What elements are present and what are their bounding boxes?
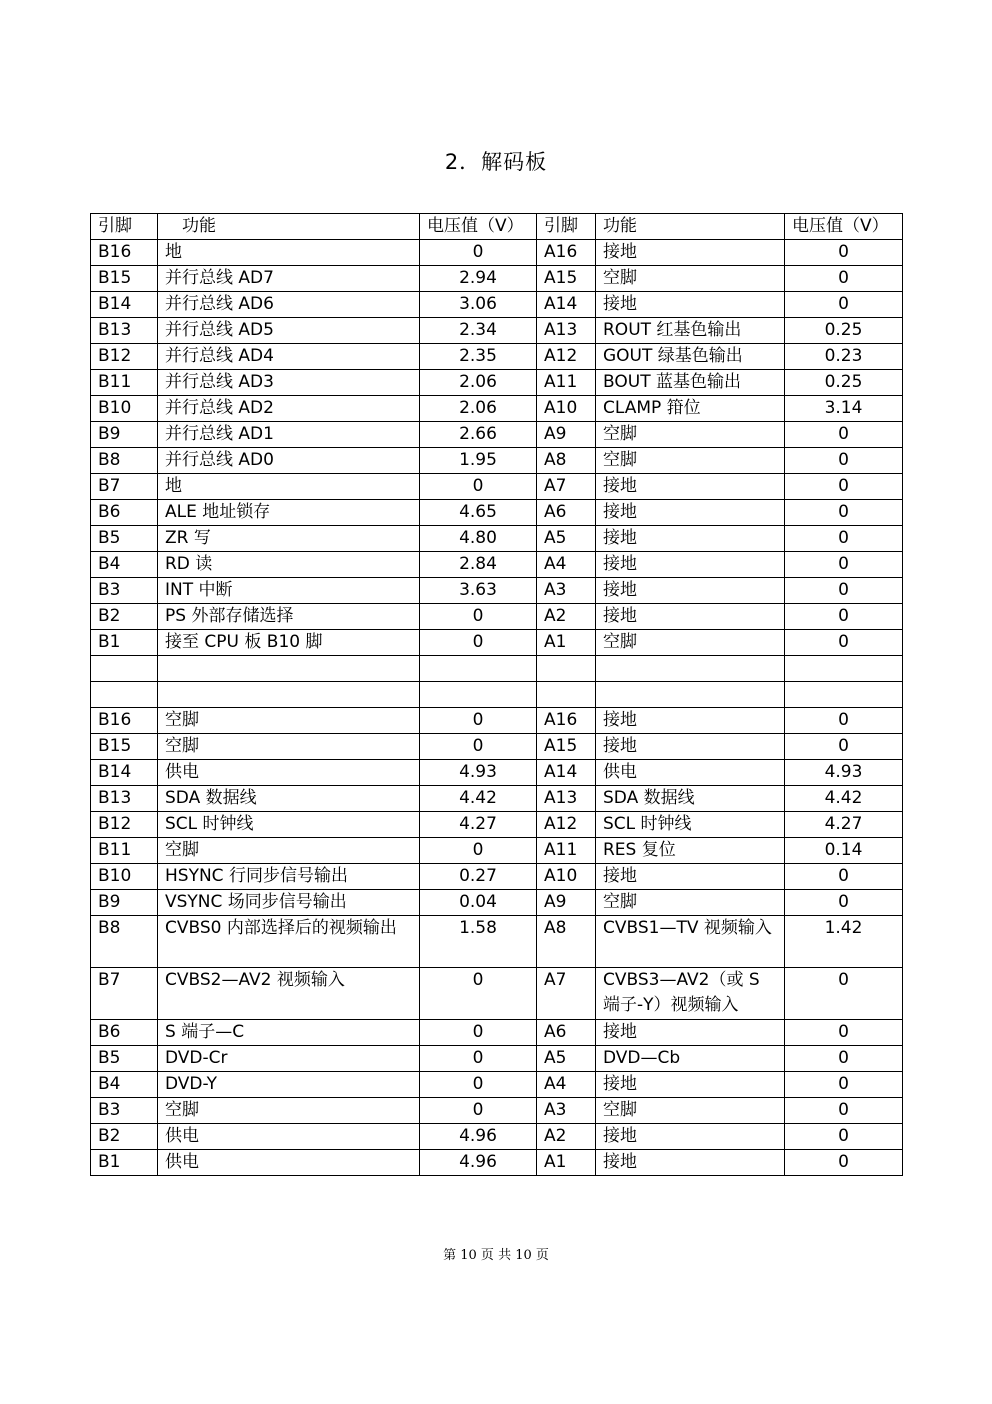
pin-b-cell: B5	[91, 526, 158, 552]
voltage-a-cell: 0	[785, 1150, 903, 1176]
voltage-a-cell: 0	[785, 968, 903, 1020]
voltage-a-cell: 1.42	[785, 916, 903, 968]
voltage-a-cell: 0	[785, 890, 903, 916]
pin-a-cell: A2	[537, 1124, 596, 1150]
table-row	[91, 812, 903, 838]
table-row	[91, 474, 903, 500]
voltage-b-cell	[420, 656, 537, 682]
pin-a-cell: A3	[537, 578, 596, 604]
pin-b-cell: B10	[91, 396, 158, 422]
voltage-a-cell: 0	[785, 474, 903, 500]
table-row	[91, 266, 903, 292]
voltage-a-cell: 0	[785, 1020, 903, 1046]
function-b-cell: 空脚	[158, 1098, 420, 1124]
pin-a-cell: A8	[537, 916, 596, 968]
voltage-b-cell: 0	[420, 630, 537, 656]
pin-a-cell: A11	[537, 370, 596, 396]
function-a-cell: 接地	[596, 1072, 785, 1098]
table-row	[91, 422, 903, 448]
function-a-cell: 接地	[596, 734, 785, 760]
voltage-a-cell: 0.25	[785, 370, 903, 396]
voltage-b-cell: 2.35	[420, 344, 537, 370]
function-b-cell: INT 中断	[158, 578, 420, 604]
table-row	[91, 1046, 903, 1072]
voltage-a-cell: 0	[785, 266, 903, 292]
pin-a-cell: A9	[537, 422, 596, 448]
voltage-a-cell: 0	[785, 292, 903, 318]
table-row	[91, 396, 903, 422]
voltage-a-cell: 0	[785, 734, 903, 760]
pin-b-cell: B6	[91, 500, 158, 526]
table-row	[91, 630, 903, 656]
function-b-cell: CVBS2—AV2 视频输入	[158, 968, 420, 1020]
pin-a-cell: A1	[537, 1150, 596, 1176]
pin-a-cell: A5	[537, 1046, 596, 1072]
function-b-cell: 空脚	[158, 838, 420, 864]
header-pin: 引脚	[91, 214, 158, 240]
table-header-row	[91, 214, 903, 240]
pin-b-cell: B4	[91, 552, 158, 578]
function-a-cell: 空脚	[596, 1098, 785, 1124]
function-a-cell: 空脚	[596, 890, 785, 916]
voltage-b-cell: 0	[420, 240, 537, 266]
voltage-a-cell: 0	[785, 604, 903, 630]
pin-a-cell: A16	[537, 240, 596, 266]
function-b-cell: 并行总线 AD6	[158, 292, 420, 318]
voltage-b-cell: 4.27	[420, 812, 537, 838]
function-a-cell: 接地	[596, 1124, 785, 1150]
pin-a-cell: A4	[537, 1072, 596, 1098]
header-function-2: 功能	[596, 214, 785, 240]
function-a-cell: 供电	[596, 760, 785, 786]
table-row	[91, 656, 903, 682]
page-footer: 第 10 页 共 10 页	[443, 1248, 549, 1263]
pin-a-cell: A5	[537, 526, 596, 552]
pin-a-cell: A13	[537, 318, 596, 344]
pin-a-cell: A12	[537, 812, 596, 838]
pin-b-cell: B7	[91, 968, 158, 1020]
voltage-b-cell: 2.06	[420, 396, 537, 422]
voltage-a-cell: 0	[785, 448, 903, 474]
voltage-b-cell: 0	[420, 1020, 537, 1046]
function-b-cell: HSYNC 行同步信号输出	[158, 864, 420, 890]
pin-a-cell: A10	[537, 864, 596, 890]
pin-b-cell: B15	[91, 734, 158, 760]
table-row	[91, 500, 903, 526]
table-row	[91, 890, 903, 916]
voltage-a-cell: 0	[785, 864, 903, 890]
voltage-b-cell: 4.80	[420, 526, 537, 552]
function-b-cell: SCL 时钟线	[158, 812, 420, 838]
pin-b-cell: B11	[91, 370, 158, 396]
voltage-b-cell: 4.42	[420, 786, 537, 812]
voltage-b-cell: 0	[420, 1072, 537, 1098]
table-row	[91, 1020, 903, 1046]
voltage-a-cell: 0	[785, 578, 903, 604]
page-title: 2．解码板	[444, 150, 548, 174]
voltage-b-cell: 0	[420, 708, 537, 734]
voltage-b-cell: 0	[420, 1046, 537, 1072]
voltage-a-cell: 3.14	[785, 396, 903, 422]
voltage-b-cell: 4.96	[420, 1150, 537, 1176]
voltage-a-cell: 0	[785, 630, 903, 656]
function-a-cell: GOUT 绿基色输出	[596, 344, 785, 370]
voltage-a-cell: 0	[785, 1072, 903, 1098]
pin-a-cell: A14	[537, 760, 596, 786]
function-b-cell: 并行总线 AD7	[158, 266, 420, 292]
header-voltage: 电压值（V）	[420, 214, 537, 240]
pin-b-cell	[91, 682, 158, 708]
header-function: 功能	[158, 214, 420, 240]
voltage-b-cell: 3.63	[420, 578, 537, 604]
function-b-cell	[158, 682, 420, 708]
table-row	[91, 292, 903, 318]
function-b-cell: DVD-Y	[158, 1072, 420, 1098]
function-b-cell: RD 读	[158, 552, 420, 578]
table-row	[91, 916, 903, 968]
function-b-cell	[158, 656, 420, 682]
voltage-a-cell	[785, 656, 903, 682]
function-a-cell: CVBS3—AV2（或 S 端子-Y）视频输入	[596, 968, 785, 1020]
voltage-a-cell: 0	[785, 1046, 903, 1072]
function-a-cell: 接地	[596, 604, 785, 630]
pin-b-cell: B4	[91, 1072, 158, 1098]
voltage-b-cell: 4.65	[420, 500, 537, 526]
pin-b-cell: B14	[91, 292, 158, 318]
table-row	[91, 240, 903, 266]
voltage-b-cell: 2.34	[420, 318, 537, 344]
table-row	[91, 760, 903, 786]
pin-a-cell: A13	[537, 786, 596, 812]
function-a-cell: 空脚	[596, 448, 785, 474]
pin-b-cell: B15	[91, 266, 158, 292]
pin-b-cell: B5	[91, 1046, 158, 1072]
voltage-a-cell: 4.27	[785, 812, 903, 838]
pin-b-cell: B8	[91, 448, 158, 474]
voltage-a-cell: 0.14	[785, 838, 903, 864]
voltage-a-cell: 0	[785, 708, 903, 734]
table-row	[91, 708, 903, 734]
pin-a-cell: A3	[537, 1098, 596, 1124]
function-b-cell: 空脚	[158, 734, 420, 760]
pin-b-cell: B13	[91, 786, 158, 812]
function-b-cell: 地	[158, 240, 420, 266]
table-row	[91, 838, 903, 864]
pin-b-cell: B12	[91, 812, 158, 838]
function-b-cell: PS 外部存储选择	[158, 604, 420, 630]
pin-b-cell	[91, 656, 158, 682]
function-b-cell: ALE 地址锁存	[158, 500, 420, 526]
table-row	[91, 526, 903, 552]
voltage-b-cell: 0	[420, 604, 537, 630]
pin-a-cell: A8	[537, 448, 596, 474]
function-b-cell: 并行总线 AD3	[158, 370, 420, 396]
function-a-cell: 接地	[596, 578, 785, 604]
header-voltage-2: 电压值（V）	[785, 214, 903, 240]
voltage-a-cell: 0.25	[785, 318, 903, 344]
function-a-cell: 空脚	[596, 266, 785, 292]
pin-voltage-table	[90, 213, 903, 1176]
voltage-a-cell: 0	[785, 500, 903, 526]
voltage-b-cell: 2.84	[420, 552, 537, 578]
table-row	[91, 604, 903, 630]
function-a-cell: ROUT 红基色输出	[596, 318, 785, 344]
function-b-cell: 空脚	[158, 708, 420, 734]
function-b-cell: 并行总线 AD5	[158, 318, 420, 344]
table-row	[91, 578, 903, 604]
voltage-a-cell: 4.42	[785, 786, 903, 812]
pin-a-cell	[537, 682, 596, 708]
pin-a-cell: A16	[537, 708, 596, 734]
voltage-b-cell: 4.96	[420, 1124, 537, 1150]
voltage-a-cell: 4.93	[785, 760, 903, 786]
pin-b-cell: B16	[91, 240, 158, 266]
function-a-cell: SDA 数据线	[596, 786, 785, 812]
pin-b-cell: B2	[91, 1124, 158, 1150]
pin-b-cell: B16	[91, 708, 158, 734]
table-row	[91, 786, 903, 812]
voltage-a-cell	[785, 682, 903, 708]
pin-b-cell: B3	[91, 1098, 158, 1124]
pin-a-cell: A4	[537, 552, 596, 578]
function-a-cell: 空脚	[596, 422, 785, 448]
voltage-a-cell: 0	[785, 422, 903, 448]
voltage-a-cell: 0.23	[785, 344, 903, 370]
voltage-b-cell: 0	[420, 838, 537, 864]
pin-b-cell: B1	[91, 1150, 158, 1176]
function-a-cell: 接地	[596, 708, 785, 734]
function-a-cell: 空脚	[596, 630, 785, 656]
function-b-cell: 并行总线 AD2	[158, 396, 420, 422]
function-b-cell: 并行总线 AD1	[158, 422, 420, 448]
function-b-cell: SDA 数据线	[158, 786, 420, 812]
table-row	[91, 1124, 903, 1150]
function-a-cell: 接地	[596, 1150, 785, 1176]
pin-a-cell: A15	[537, 266, 596, 292]
table-row	[91, 1150, 903, 1176]
pin-a-cell: A14	[537, 292, 596, 318]
voltage-a-cell: 0	[785, 526, 903, 552]
function-b-cell: 接至 CPU 板 B10 脚	[158, 630, 420, 656]
pin-a-cell: A15	[537, 734, 596, 760]
pin-b-cell: B11	[91, 838, 158, 864]
voltage-b-cell: 0.27	[420, 864, 537, 890]
pin-b-cell: B9	[91, 890, 158, 916]
pin-b-cell: B2	[91, 604, 158, 630]
voltage-b-cell: 0.04	[420, 890, 537, 916]
voltage-b-cell: 4.93	[420, 760, 537, 786]
function-b-cell: 供电	[158, 760, 420, 786]
table-row	[91, 552, 903, 578]
table-row	[91, 448, 903, 474]
pin-a-cell: A10	[537, 396, 596, 422]
function-b-cell: CVBS0 内部选择后的视频输出	[158, 916, 420, 968]
voltage-a-cell: 0	[785, 552, 903, 578]
function-b-cell: 并行总线 AD4	[158, 344, 420, 370]
pin-b-cell: B9	[91, 422, 158, 448]
voltage-b-cell: 3.06	[420, 292, 537, 318]
function-a-cell: RES 复位	[596, 838, 785, 864]
function-a-cell: 接地	[596, 240, 785, 266]
function-a-cell: 接地	[596, 500, 785, 526]
table-row	[91, 864, 903, 890]
pin-a-cell	[537, 656, 596, 682]
voltage-a-cell: 0	[785, 1098, 903, 1124]
pin-a-cell: A1	[537, 630, 596, 656]
voltage-b-cell: 0	[420, 968, 537, 1020]
voltage-b-cell: 0	[420, 734, 537, 760]
function-a-cell: 接地	[596, 292, 785, 318]
pin-b-cell: B13	[91, 318, 158, 344]
pin-b-cell: B10	[91, 864, 158, 890]
function-a-cell: 接地	[596, 864, 785, 890]
function-a-cell: CLAMP 箝位	[596, 396, 785, 422]
function-a-cell: 接地	[596, 1020, 785, 1046]
table-row	[91, 682, 903, 708]
table-row	[91, 344, 903, 370]
function-a-cell: 接地	[596, 552, 785, 578]
table-row	[91, 1072, 903, 1098]
function-a-cell: CVBS1—TV 视频输入	[596, 916, 785, 968]
voltage-b-cell: 0	[420, 474, 537, 500]
function-b-cell: 并行总线 AD0	[158, 448, 420, 474]
table-row	[91, 1098, 903, 1124]
voltage-b-cell: 2.06	[420, 370, 537, 396]
table-row	[91, 370, 903, 396]
table-row	[91, 968, 903, 1020]
pin-a-cell: A9	[537, 890, 596, 916]
function-a-cell	[596, 682, 785, 708]
pin-a-cell: A11	[537, 838, 596, 864]
voltage-a-cell: 0	[785, 240, 903, 266]
function-b-cell: DVD-Cr	[158, 1046, 420, 1072]
pin-b-cell: B3	[91, 578, 158, 604]
pin-a-cell: A2	[537, 604, 596, 630]
function-b-cell: 地	[158, 474, 420, 500]
pin-b-cell: B6	[91, 1020, 158, 1046]
pin-a-cell: A7	[537, 968, 596, 1020]
function-a-cell	[596, 656, 785, 682]
function-a-cell: SCL 时钟线	[596, 812, 785, 838]
pin-b-cell: B1	[91, 630, 158, 656]
voltage-a-cell: 0	[785, 1124, 903, 1150]
table-row	[91, 318, 903, 344]
voltage-b-cell: 1.58	[420, 916, 537, 968]
function-a-cell: 接地	[596, 526, 785, 552]
voltage-b-cell: 0	[420, 1098, 537, 1124]
function-b-cell: S 端子—C	[158, 1020, 420, 1046]
voltage-b-cell: 2.66	[420, 422, 537, 448]
pin-b-cell: B14	[91, 760, 158, 786]
voltage-b-cell	[420, 682, 537, 708]
pin-a-cell: A6	[537, 500, 596, 526]
function-b-cell: ZR 写	[158, 526, 420, 552]
function-a-cell: 接地	[596, 474, 785, 500]
header-pin-2: 引脚	[537, 214, 596, 240]
function-b-cell: 供电	[158, 1150, 420, 1176]
function-b-cell: 供电	[158, 1124, 420, 1150]
voltage-b-cell: 1.95	[420, 448, 537, 474]
pin-b-cell: B7	[91, 474, 158, 500]
function-a-cell: DVD—Cb	[596, 1046, 785, 1072]
voltage-b-cell: 2.94	[420, 266, 537, 292]
table-row	[91, 734, 903, 760]
function-a-cell: BOUT 蓝基色输出	[596, 370, 785, 396]
pin-a-cell: A6	[537, 1020, 596, 1046]
pin-a-cell: A7	[537, 474, 596, 500]
pin-b-cell: B8	[91, 916, 158, 968]
pin-b-cell: B12	[91, 344, 158, 370]
pin-a-cell: A12	[537, 344, 596, 370]
function-b-cell: VSYNC 场同步信号输出	[158, 890, 420, 916]
